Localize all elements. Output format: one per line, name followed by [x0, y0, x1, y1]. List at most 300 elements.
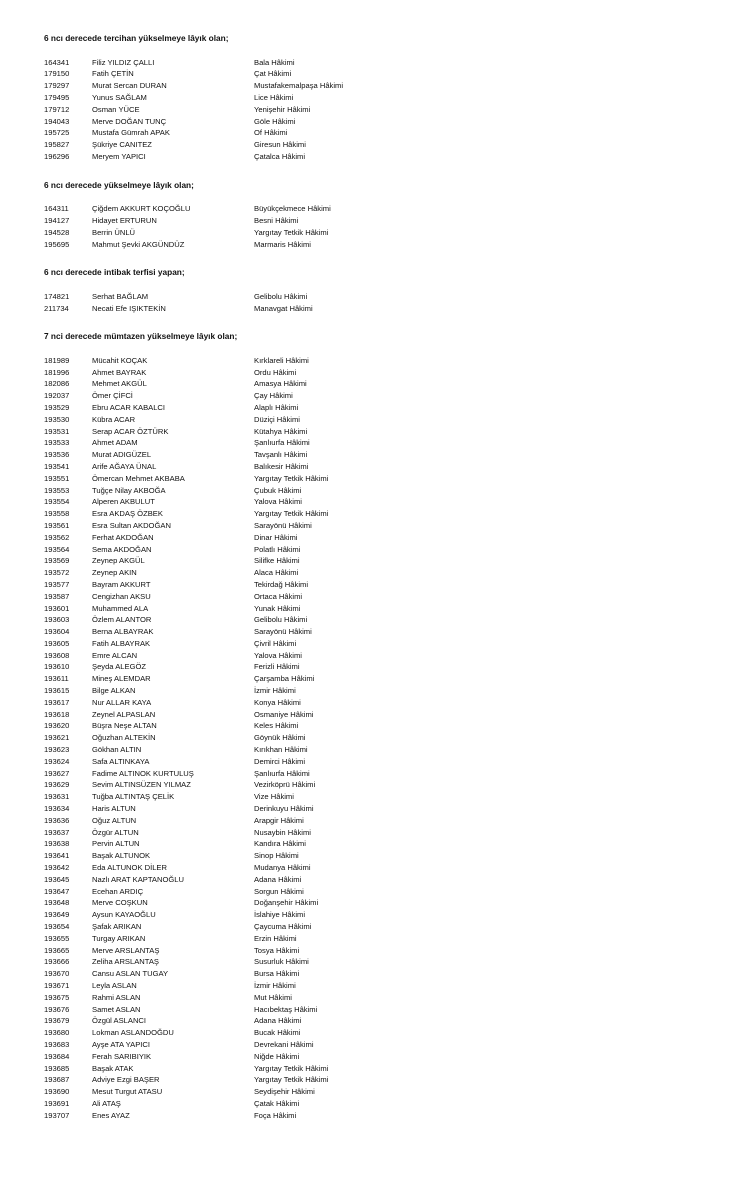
assignment-place: Silifke Hâkimi: [254, 556, 300, 566]
person-name: Nur ALLAR KAYA: [92, 697, 152, 707]
person-name: Necati Efe IŞIKTEKİN: [92, 303, 166, 313]
assignment-place: Çivril Hâkimi: [254, 638, 297, 648]
assignment-place: Kırklareli Hâkimi: [254, 355, 309, 365]
person-name: Rahmi ASLAN: [92, 992, 141, 1002]
person-name: Haris ALTUN: [92, 804, 136, 814]
person-name: Ali ATAŞ: [92, 1098, 121, 1108]
assignment-place: Çaycuma Hâkimi: [254, 922, 312, 932]
registry-number: 193624: [44, 756, 70, 766]
person-name: Zeliha ARSLANTAŞ: [92, 957, 159, 967]
registry-number: 193631: [44, 792, 70, 802]
list-row: [44, 874, 704, 886]
person-name: Büşra Neşe ALTAN: [92, 721, 157, 731]
list-row: [44, 650, 704, 662]
registry-number: 193655: [44, 933, 70, 943]
registry-number: 193530: [44, 414, 70, 424]
assignment-place: Foça Hâkimi: [254, 1110, 297, 1120]
section-4: [44, 330, 704, 1121]
assignment-place: Keles Hâkimi: [254, 721, 299, 731]
registry-number: 193554: [44, 497, 70, 507]
list-row: [44, 968, 704, 980]
person-name: Alperen AKBULUT: [92, 497, 155, 507]
registry-number: 193618: [44, 709, 70, 719]
registry-number: 164311: [44, 204, 69, 214]
person-name: Murat ADIGÜZEL: [92, 450, 152, 460]
assignment-place: İslahiye Hâkimi: [254, 910, 306, 920]
registry-number: 193551: [44, 473, 70, 483]
list-row: [44, 850, 704, 862]
person-name: Esra AKDAŞ ÖZBEK: [92, 509, 163, 519]
list-row: [44, 544, 704, 556]
list-row: [44, 555, 704, 567]
list-row: [44, 139, 704, 151]
registry-number: 193647: [44, 886, 70, 896]
person-name: Özgül ASLANCI: [92, 1016, 147, 1026]
assignment-place: Nusaybin Hâkimi: [254, 827, 311, 837]
list-row: [44, 378, 704, 390]
person-name: Esra Sultan AKDOĞAN: [92, 520, 171, 530]
assignment-place: Mustafakemalpaşa Hâkimi: [254, 81, 344, 91]
person-name: Şafak ARIKAN: [92, 922, 142, 932]
assignment-place: Yargıtay Tetkik Hâkimi: [254, 509, 329, 519]
list-row: [44, 886, 704, 898]
assignment-place: Tosya Hâkimi: [254, 945, 300, 955]
person-name: Başak ATAK: [92, 1063, 134, 1073]
person-name: Aysun KAYAOĞLU: [92, 910, 156, 920]
list-row: [44, 390, 704, 402]
list-row: [44, 461, 704, 473]
list-row: [44, 1039, 704, 1051]
registry-number: 195827: [44, 140, 70, 150]
person-name: Turgay ARIKAN: [92, 933, 146, 943]
assignment-place: Şanlıurfa Hâkimi: [254, 768, 310, 778]
list-row: [44, 426, 704, 438]
assignment-place: Ferizli Hâkimi: [254, 662, 300, 672]
registry-number: 193558: [44, 509, 70, 519]
assignment-place: Yargıtay Tetkik Hâkimi: [254, 1075, 329, 1085]
assignment-place: Mut Hâkimi: [254, 992, 292, 1002]
section-heading: 7 nci derecede mümtazen yükselmeye lâyık olan;: [44, 331, 238, 342]
assignment-place: Polatlı Hâkimi: [254, 544, 301, 554]
list-row: [44, 803, 704, 815]
list-row: [44, 127, 704, 139]
assignment-place: Çat Hâkimi: [254, 69, 292, 79]
registry-number: 194127: [44, 216, 70, 226]
list-row: [44, 992, 704, 1004]
list-row: [44, 80, 704, 92]
list-row: [44, 437, 704, 449]
assignment-place: Göle Hâkimi: [254, 116, 296, 126]
person-name: Merve ARSLANTAŞ: [92, 945, 160, 955]
list-row: [44, 980, 704, 992]
list-row: [44, 685, 704, 697]
list-row: [44, 614, 704, 626]
person-name: Oğuz ALTUN: [92, 815, 137, 825]
registry-number: 195695: [44, 239, 70, 249]
section-heading: 6 ncı derecede tercihan yükselmeye lâyık olan;: [44, 33, 229, 43]
person-name: Sevim ALTINSÜZEN YILMAZ: [92, 780, 191, 790]
list-row: [44, 485, 704, 497]
assignment-place: Kandıra Hâkimi: [254, 839, 306, 849]
section-spacer: [44, 314, 704, 330]
section-heading: 6 ncı derecede intibak terfisi yapan;: [44, 267, 185, 278]
registry-number: 193605: [44, 638, 70, 648]
registry-number: 193680: [44, 1028, 70, 1038]
section-heading: 6 ncı derecede yükselmeye lâyık olan;: [44, 179, 194, 190]
list-row: [44, 1015, 704, 1027]
registry-number: 193654: [44, 922, 70, 932]
list-row: [44, 215, 704, 227]
list-row: [44, 355, 704, 367]
document-body: [44, 32, 704, 1122]
assignment-place: Derinkuyu Hâkimi: [254, 804, 314, 814]
person-name: Tuğçe Nilay AKBOĞA: [92, 485, 166, 495]
list-row: [44, 827, 704, 839]
assignment-place: Balıkesir Hâkimi: [254, 461, 309, 471]
registry-number: 193572: [44, 568, 70, 578]
assignment-place: Hacıbektaş Hâkimi: [254, 1004, 318, 1014]
registry-number: 193564: [44, 544, 70, 554]
registry-number: 193529: [44, 402, 70, 412]
person-name: Murat Sercan DURAN: [92, 81, 167, 91]
person-name: Mahmut Şevki AKGÜNDÜZ: [92, 239, 185, 249]
assignment-place: Sarayönü Hâkimi: [254, 627, 312, 637]
list-row: [44, 897, 704, 909]
list-row: [44, 532, 704, 544]
person-name: Enes AYAZ: [92, 1110, 130, 1120]
assignment-place: Vezirköprü Hâkimi: [254, 780, 316, 790]
registry-number: 193608: [44, 650, 70, 660]
list-row: [44, 1098, 704, 1110]
person-name: Mehmet AKGÜL: [92, 379, 147, 389]
registry-number: 193666: [44, 957, 70, 967]
person-name: Lokman ASLANDOĞDU: [92, 1028, 174, 1038]
registry-number: 193617: [44, 697, 70, 707]
list-row: [44, 402, 704, 414]
assignment-place: Yalova Hâkimi: [254, 650, 302, 660]
registry-number: 193561: [44, 520, 70, 530]
assignment-place: Adana Hâkimi: [254, 1016, 302, 1026]
assignment-place: Ordu Hâkimi: [254, 367, 297, 377]
registry-number: 193671: [44, 981, 70, 990]
section-1: [44, 32, 704, 179]
list-row: [44, 508, 704, 520]
assignment-place: Düziçi Hâkimi: [254, 414, 300, 424]
registry-number: 193648: [44, 898, 70, 908]
list-row: [44, 68, 704, 80]
assignment-place: Lice Hâkimi: [254, 93, 294, 103]
registry-number: 193683: [44, 1039, 70, 1049]
assignment-place: Yenişehir Hâkimi: [254, 104, 311, 114]
list-row: [44, 496, 704, 508]
registry-number: 179712: [44, 104, 70, 114]
person-name: Emre ALCAN: [92, 650, 138, 660]
list-row: [44, 579, 704, 591]
assignment-place: Ortaca Hâkimi: [254, 591, 303, 601]
registry-number: 181989: [44, 355, 70, 365]
assignment-place: Alaplı Hâkimi: [254, 402, 299, 412]
list-row: [44, 1086, 704, 1098]
person-name: Bayram AKKURT: [92, 579, 151, 589]
assignment-place: Sorgun Hâkimi: [254, 886, 304, 896]
section-3: [44, 266, 704, 330]
registry-number: 193604: [44, 627, 70, 637]
registry-number: 174821: [44, 291, 70, 301]
person-name: Leyla ASLAN: [92, 981, 137, 990]
person-name: Osman YÜCE: [92, 104, 140, 114]
list-row: [44, 744, 704, 756]
list-row: [44, 673, 704, 685]
person-name: Berna ALBAYRAK: [92, 627, 154, 637]
person-name: Berrin ÜNLÜ: [92, 227, 136, 237]
assignment-place: Marmaris Hâkimi: [254, 239, 311, 249]
registry-number: 193629: [44, 780, 70, 790]
assignment-place: Gelibolu Hâkimi: [254, 615, 308, 625]
person-name: Arife AĞAYA ÜNAL: [92, 461, 157, 471]
list-row: [44, 945, 704, 957]
registry-number: 196296: [44, 152, 70, 162]
assignment-place: Amasya Hâkimi: [254, 379, 307, 389]
list-row: [44, 227, 704, 239]
person-name: Fadime ALTINOK KURTULUŞ: [92, 768, 194, 778]
registry-number: 193679: [44, 1016, 70, 1026]
registry-number: 193684: [44, 1051, 70, 1061]
person-name: Fatih ALBAYRAK: [92, 638, 151, 648]
list-row: [44, 791, 704, 803]
list-row: [44, 756, 704, 768]
registry-number: 193645: [44, 874, 70, 884]
registry-number: 194043: [44, 116, 70, 126]
list-row: [44, 473, 704, 485]
person-name: Zeynel ALPASLAN: [92, 709, 156, 719]
assignment-place: Tavşanlı Hâkimi: [254, 450, 308, 460]
assignment-place: İzmir Hâkimi: [254, 981, 296, 990]
person-name: Yunus SAĞLAM: [92, 93, 147, 103]
person-name: Sema AKDOĞAN: [92, 544, 152, 554]
assignment-place: Büyükçekmece Hâkimi: [254, 204, 331, 214]
person-name: Ömercan Mehmet AKBABA: [92, 473, 185, 483]
assignment-place: Kütahya Hâkimi: [254, 426, 308, 436]
registry-number: 193621: [44, 733, 70, 743]
assignment-place: Kırıkhan Hâkimi: [254, 745, 308, 755]
registry-number: 193676: [44, 1004, 70, 1014]
person-name: Zeynep AKIN: [92, 568, 137, 578]
registry-number: 179150: [44, 69, 70, 79]
list-row: [44, 638, 704, 650]
list-row: [44, 567, 704, 579]
assignment-place: Şanlıurfa Hâkimi: [254, 438, 310, 448]
assignment-place: Sinop Hâkimi: [254, 851, 299, 861]
person-name: Ferah SARIBIYIK: [92, 1051, 152, 1061]
list-row: [44, 720, 704, 732]
assignment-place: Sarayönü Hâkimi: [254, 520, 312, 530]
assignment-place: Vize Hâkimi: [254, 792, 294, 802]
assignment-place: Doğanşehir Hâkimi: [254, 898, 319, 908]
person-name: Hidayet ERTURUN: [92, 216, 157, 226]
list-row: [44, 1004, 704, 1016]
person-name: Mineş ALEMDAR: [92, 674, 151, 684]
assignment-place: Çay Hâkimi: [254, 391, 293, 401]
assignment-place: Yunak Hâkimi: [254, 603, 301, 613]
registry-number: 193685: [44, 1063, 70, 1073]
list-row: [44, 151, 704, 163]
registry-number: 193691: [44, 1098, 70, 1108]
list-row: [44, 1110, 704, 1122]
list-row: [44, 603, 704, 615]
registry-number: 211734: [44, 303, 69, 313]
registry-number: 193649: [44, 910, 70, 920]
person-name: Özgür ALTUN: [92, 827, 139, 837]
person-name: Ecehan ARDIÇ: [92, 886, 144, 896]
list-row: [44, 239, 704, 251]
list-row: [44, 709, 704, 721]
person-name: Ayşe ATA YAPICI: [92, 1039, 150, 1049]
person-name: Ahmet ADAM: [92, 438, 138, 448]
registry-number: 194528: [44, 227, 70, 237]
registry-number: 181996: [44, 367, 70, 377]
registry-number: 193634: [44, 804, 70, 814]
person-name: Şükriye CANITEZ: [92, 140, 152, 150]
assignment-place: Erzin Hâkimi: [254, 933, 297, 943]
registry-number: 193531: [44, 426, 70, 436]
assignment-place: Alaca Hâkimi: [254, 568, 299, 578]
person-name: Gökhan ALTIN: [92, 745, 142, 755]
assignment-place: Yargıtay Tetkik Hâkimi: [254, 227, 329, 237]
list-row: [44, 116, 704, 128]
list-row: [44, 956, 704, 968]
person-name: Oğuzhan ALTEKİN: [92, 733, 156, 743]
list-row: [44, 933, 704, 945]
registry-number: 179297: [44, 81, 70, 91]
registry-number: 193615: [44, 686, 70, 696]
list-row: [44, 303, 704, 315]
person-name: Serhat BAĞLAM: [92, 291, 149, 301]
assignment-place: Besni Hâkimi: [254, 216, 299, 226]
person-name: Cansu ASLAN TUGAY: [92, 969, 169, 979]
person-name: Mücahit KOÇAK: [92, 355, 148, 365]
assignment-place: Gelibolu Hâkimi: [254, 291, 308, 301]
person-name: Başak ALTUNOK: [92, 851, 151, 861]
list-row: [44, 661, 704, 673]
section-spacer: [44, 163, 704, 179]
list-row: [44, 104, 704, 116]
registry-number: 193603: [44, 615, 70, 625]
person-name: Nazlı ARAT KAPTANOĞLU: [92, 874, 184, 884]
list-row: [44, 909, 704, 921]
list-row: [44, 815, 704, 827]
registry-number: 193665: [44, 945, 70, 955]
person-name: Ömer ÇİFCİ: [92, 391, 133, 401]
list-row: [44, 1063, 704, 1075]
assignment-place: Bala Hâkimi: [254, 57, 295, 67]
registry-number: 195725: [44, 128, 70, 138]
list-row: [44, 1074, 704, 1086]
assignment-place: Tekirdağ Hâkimi: [254, 579, 309, 589]
assignment-place: Bursa Hâkimi: [254, 969, 300, 979]
assignment-place: Of Hâkimi: [254, 128, 288, 138]
person-name: Fatih ÇETİN: [92, 69, 134, 79]
person-name: Meryem YAPICI: [92, 152, 146, 162]
registry-number: 193641: [44, 851, 70, 861]
person-name: Filiz YILDIZ ÇALLI: [92, 57, 155, 67]
registry-number: 193675: [44, 992, 70, 1002]
list-row: [44, 367, 704, 379]
assignment-place: Devrekani Hâkimi: [254, 1039, 314, 1049]
assignment-place: Konya Hâkimi: [254, 697, 301, 707]
registry-number: 193642: [44, 863, 70, 873]
list-row: [44, 838, 704, 850]
registry-number: 193637: [44, 827, 70, 837]
assignment-place: Arapgir Hâkimi: [254, 815, 304, 825]
assignment-place: Niğde Hâkimi: [254, 1051, 300, 1061]
list-row: [44, 697, 704, 709]
person-name: Ebru ACAR KABALCI: [92, 402, 166, 412]
registry-number: 193601: [44, 603, 70, 613]
assignment-place: İzmir Hâkimi: [254, 686, 296, 696]
list-row: [44, 768, 704, 780]
list-row: [44, 291, 704, 303]
registry-number: 193690: [44, 1087, 70, 1097]
registry-number: 193620: [44, 721, 70, 731]
person-name: Tuğba ALTINTAŞ ÇELİK: [92, 792, 175, 802]
list-row: [44, 1051, 704, 1063]
registry-number: 193610: [44, 662, 70, 672]
registry-number: 193623: [44, 745, 70, 755]
registry-number: 193687: [44, 1075, 70, 1085]
assignment-place: Yalova Hâkimi: [254, 497, 302, 507]
person-name: Serap ACAR ÖZTÜRK: [92, 426, 169, 436]
list-row: [44, 1027, 704, 1039]
assignment-place: Yargıtay Tetkik Hâkimi: [254, 473, 329, 483]
registry-number: 193638: [44, 839, 70, 849]
person-name: Cengizhan AKSU: [92, 591, 151, 601]
assignment-place: Manavgat Hâkimi: [254, 303, 313, 313]
list-row: [44, 92, 704, 104]
person-name: Safa ALTINKAYA: [92, 756, 150, 766]
assignment-place: Çarşamba Hâkimi: [254, 674, 315, 684]
list-row: [44, 203, 704, 215]
section-spacer: [44, 250, 704, 266]
assignment-place: Dinar Hâkimi: [254, 532, 298, 542]
person-name: Ahmet BAYRAK: [92, 367, 147, 377]
assignment-place: Adana Hâkimi: [254, 874, 302, 884]
list-row: [44, 449, 704, 461]
list-row: [44, 520, 704, 532]
registry-number: 193533: [44, 438, 70, 448]
person-name: Bilge ALKAN: [92, 686, 136, 696]
registry-number: 182086: [44, 379, 70, 389]
registry-number: 193670: [44, 969, 70, 979]
person-name: Mesut Turgut ATASU: [92, 1087, 163, 1097]
assignment-place: Çatak Hâkimi: [254, 1098, 300, 1108]
person-name: Eda ALTUNOK DİLER: [92, 863, 167, 873]
registry-number: 193569: [44, 556, 70, 566]
person-name: Mustafa Gümrah APAK: [92, 128, 170, 138]
person-name: Zeynep AKGÜL: [92, 556, 145, 566]
registry-number: 164341: [44, 57, 70, 67]
assignment-place: Bucak Hâkimi: [254, 1028, 301, 1038]
person-name: Pervin ALTUN: [92, 839, 140, 849]
registry-number: 193611: [44, 674, 69, 684]
list-row: [44, 414, 704, 426]
list-row: [44, 591, 704, 603]
assignment-place: Çatalca Hâkimi: [254, 152, 306, 162]
person-name: Adviye Ezgi BAŞER: [92, 1075, 160, 1085]
assignment-place: Seydişehir Hâkimi: [254, 1087, 315, 1097]
registry-number: 193536: [44, 450, 70, 460]
list-row: [44, 779, 704, 791]
assignment-place: Göynük Hâkimi: [254, 733, 306, 743]
